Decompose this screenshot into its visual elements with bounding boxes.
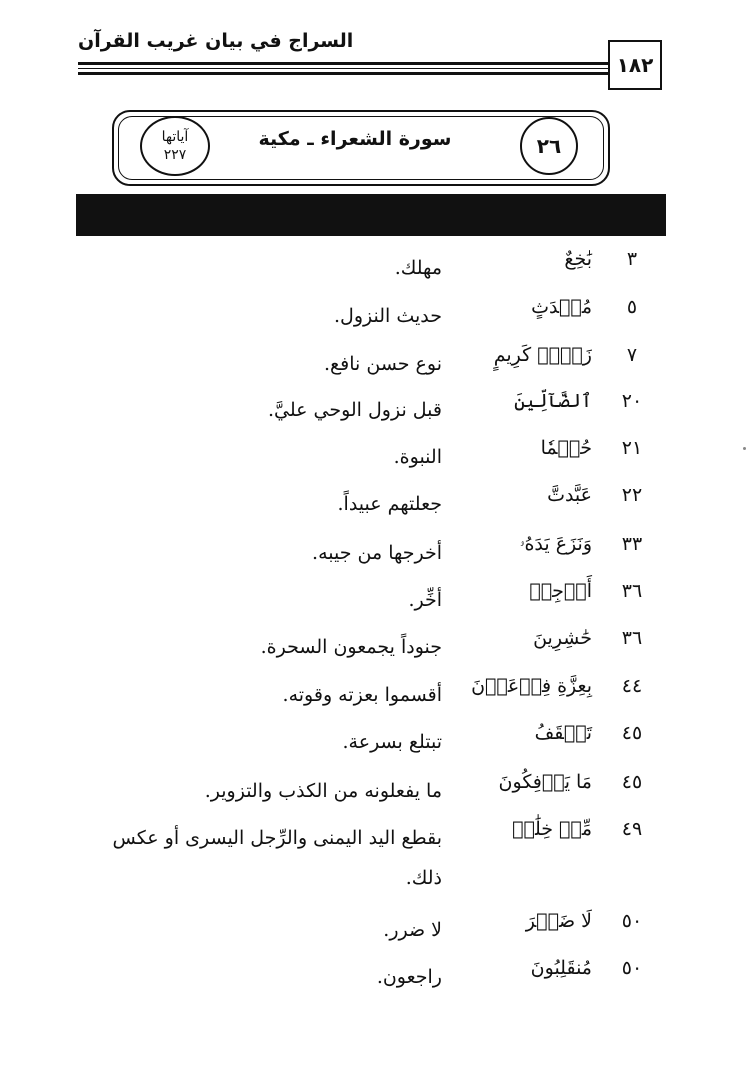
header-rule-middle bbox=[78, 68, 608, 69]
quran-word: بِعِزَّةِ فِرۡعَوۡنَ bbox=[471, 675, 592, 697]
quran-word: حُكۡمٗا bbox=[540, 437, 592, 459]
word-meaning: أخرجها من جيبه. bbox=[312, 542, 442, 564]
verse-number: ٢٢ bbox=[621, 484, 643, 506]
glossary-entry bbox=[0, 675, 755, 715]
verse-number: ٥ bbox=[626, 296, 638, 318]
quran-word: عَبَّدتَّ bbox=[547, 484, 592, 506]
surah-number: ٢٦ bbox=[520, 117, 578, 175]
word-meaning: بقطع اليد اليمنى والرِّجل اليسرى أو عكس ذلك. bbox=[112, 827, 442, 889]
quran-word: زَوۡجٖ كَرِيمٍ bbox=[493, 344, 592, 366]
glossary-entry bbox=[0, 344, 755, 384]
glossary-entry bbox=[0, 910, 755, 950]
quran-word: مِّنۡ خِلَٰفٖ bbox=[512, 818, 592, 840]
header-rule-bottom bbox=[78, 72, 608, 75]
word-meaning: حديث النزول. bbox=[333, 305, 442, 327]
black-band bbox=[76, 194, 666, 236]
glossary-entry bbox=[0, 818, 755, 898]
quran-word: لَا ضَيۡرَ bbox=[525, 910, 592, 932]
quran-word: مَا يَأۡفِكُونَ bbox=[498, 771, 592, 793]
word-meaning: راجعون. bbox=[376, 966, 442, 988]
quran-word: ٱلضَّآلِّينَ bbox=[514, 390, 592, 412]
verse-number: ٤٥ bbox=[621, 722, 643, 744]
word-meaning: أقسموا بعزته وقوته. bbox=[282, 684, 442, 706]
ayat-count-badge bbox=[140, 116, 210, 176]
verse-number: ٣٦ bbox=[621, 627, 643, 649]
word-meaning: مهلك. bbox=[394, 257, 442, 279]
glossary-entry bbox=[0, 484, 755, 524]
glossary-entry bbox=[0, 248, 755, 288]
margin-speck bbox=[743, 447, 746, 450]
glossary-entry bbox=[0, 296, 755, 336]
glossary-entry bbox=[0, 390, 755, 430]
verse-number: ٤٥ bbox=[621, 771, 643, 793]
glossary-entry bbox=[0, 957, 755, 997]
book-title: السراج في بيان غريب القرآن bbox=[78, 30, 354, 52]
verse-number: ٤٤ bbox=[621, 675, 643, 697]
word-meaning: نوع حسن نافع. bbox=[324, 353, 442, 375]
quran-word: مُنقَلِبُونَ bbox=[530, 957, 592, 979]
word-meaning: قبل نزول الوحي عليَّ. bbox=[267, 399, 442, 421]
verse-number: ٢٠ bbox=[621, 390, 643, 412]
header-rule-top bbox=[78, 62, 608, 65]
quran-word: حَٰشِرِينَ bbox=[533, 627, 592, 649]
quran-word: أَرۡجِهۡ bbox=[529, 580, 592, 602]
glossary-entry bbox=[0, 722, 755, 762]
word-meaning: جعلتهم عبيداً. bbox=[337, 493, 442, 515]
glossary-entry bbox=[0, 437, 755, 477]
verse-number: ٥٠ bbox=[621, 957, 643, 979]
word-meaning: ما يفعلونه من الكذب والتزوير. bbox=[204, 780, 442, 802]
word-meaning: تبتلع بسرعة. bbox=[342, 731, 442, 753]
quran-word: تَلۡقَفُ bbox=[534, 722, 592, 744]
word-meaning: جنوداً يجمعون السحرة. bbox=[260, 636, 442, 658]
glossary-entry bbox=[0, 771, 755, 811]
verse-number: ٢١ bbox=[621, 437, 643, 459]
quran-word: وَنَزَعَ يَدَهُۥ bbox=[519, 533, 592, 555]
surah-title: سورة الشعراء ـ مكية bbox=[258, 128, 452, 150]
word-meaning: لا ضرر. bbox=[383, 919, 442, 941]
page-number: ١٨٢ bbox=[608, 40, 662, 90]
glossary-entry bbox=[0, 533, 755, 573]
verse-number: ٣٦ bbox=[621, 580, 643, 602]
quran-word: مُحۡدَثٍ bbox=[531, 296, 592, 318]
verse-number: ٥٠ bbox=[621, 910, 643, 932]
ayat-label: آياتها bbox=[161, 129, 189, 145]
word-meaning: أخِّر. bbox=[408, 589, 442, 611]
glossary-entry bbox=[0, 627, 755, 667]
glossary-entry bbox=[0, 580, 755, 620]
verse-number: ٧ bbox=[626, 344, 638, 366]
verse-number: ٣٣ bbox=[621, 533, 643, 555]
word-meaning: النبوة. bbox=[393, 446, 442, 468]
ayat-count: ٢٢٧ bbox=[163, 147, 187, 163]
quran-word: بَٰخِعٌ bbox=[564, 248, 592, 270]
verse-number: ٣ bbox=[626, 248, 638, 270]
verse-number: ٤٩ bbox=[621, 818, 643, 840]
